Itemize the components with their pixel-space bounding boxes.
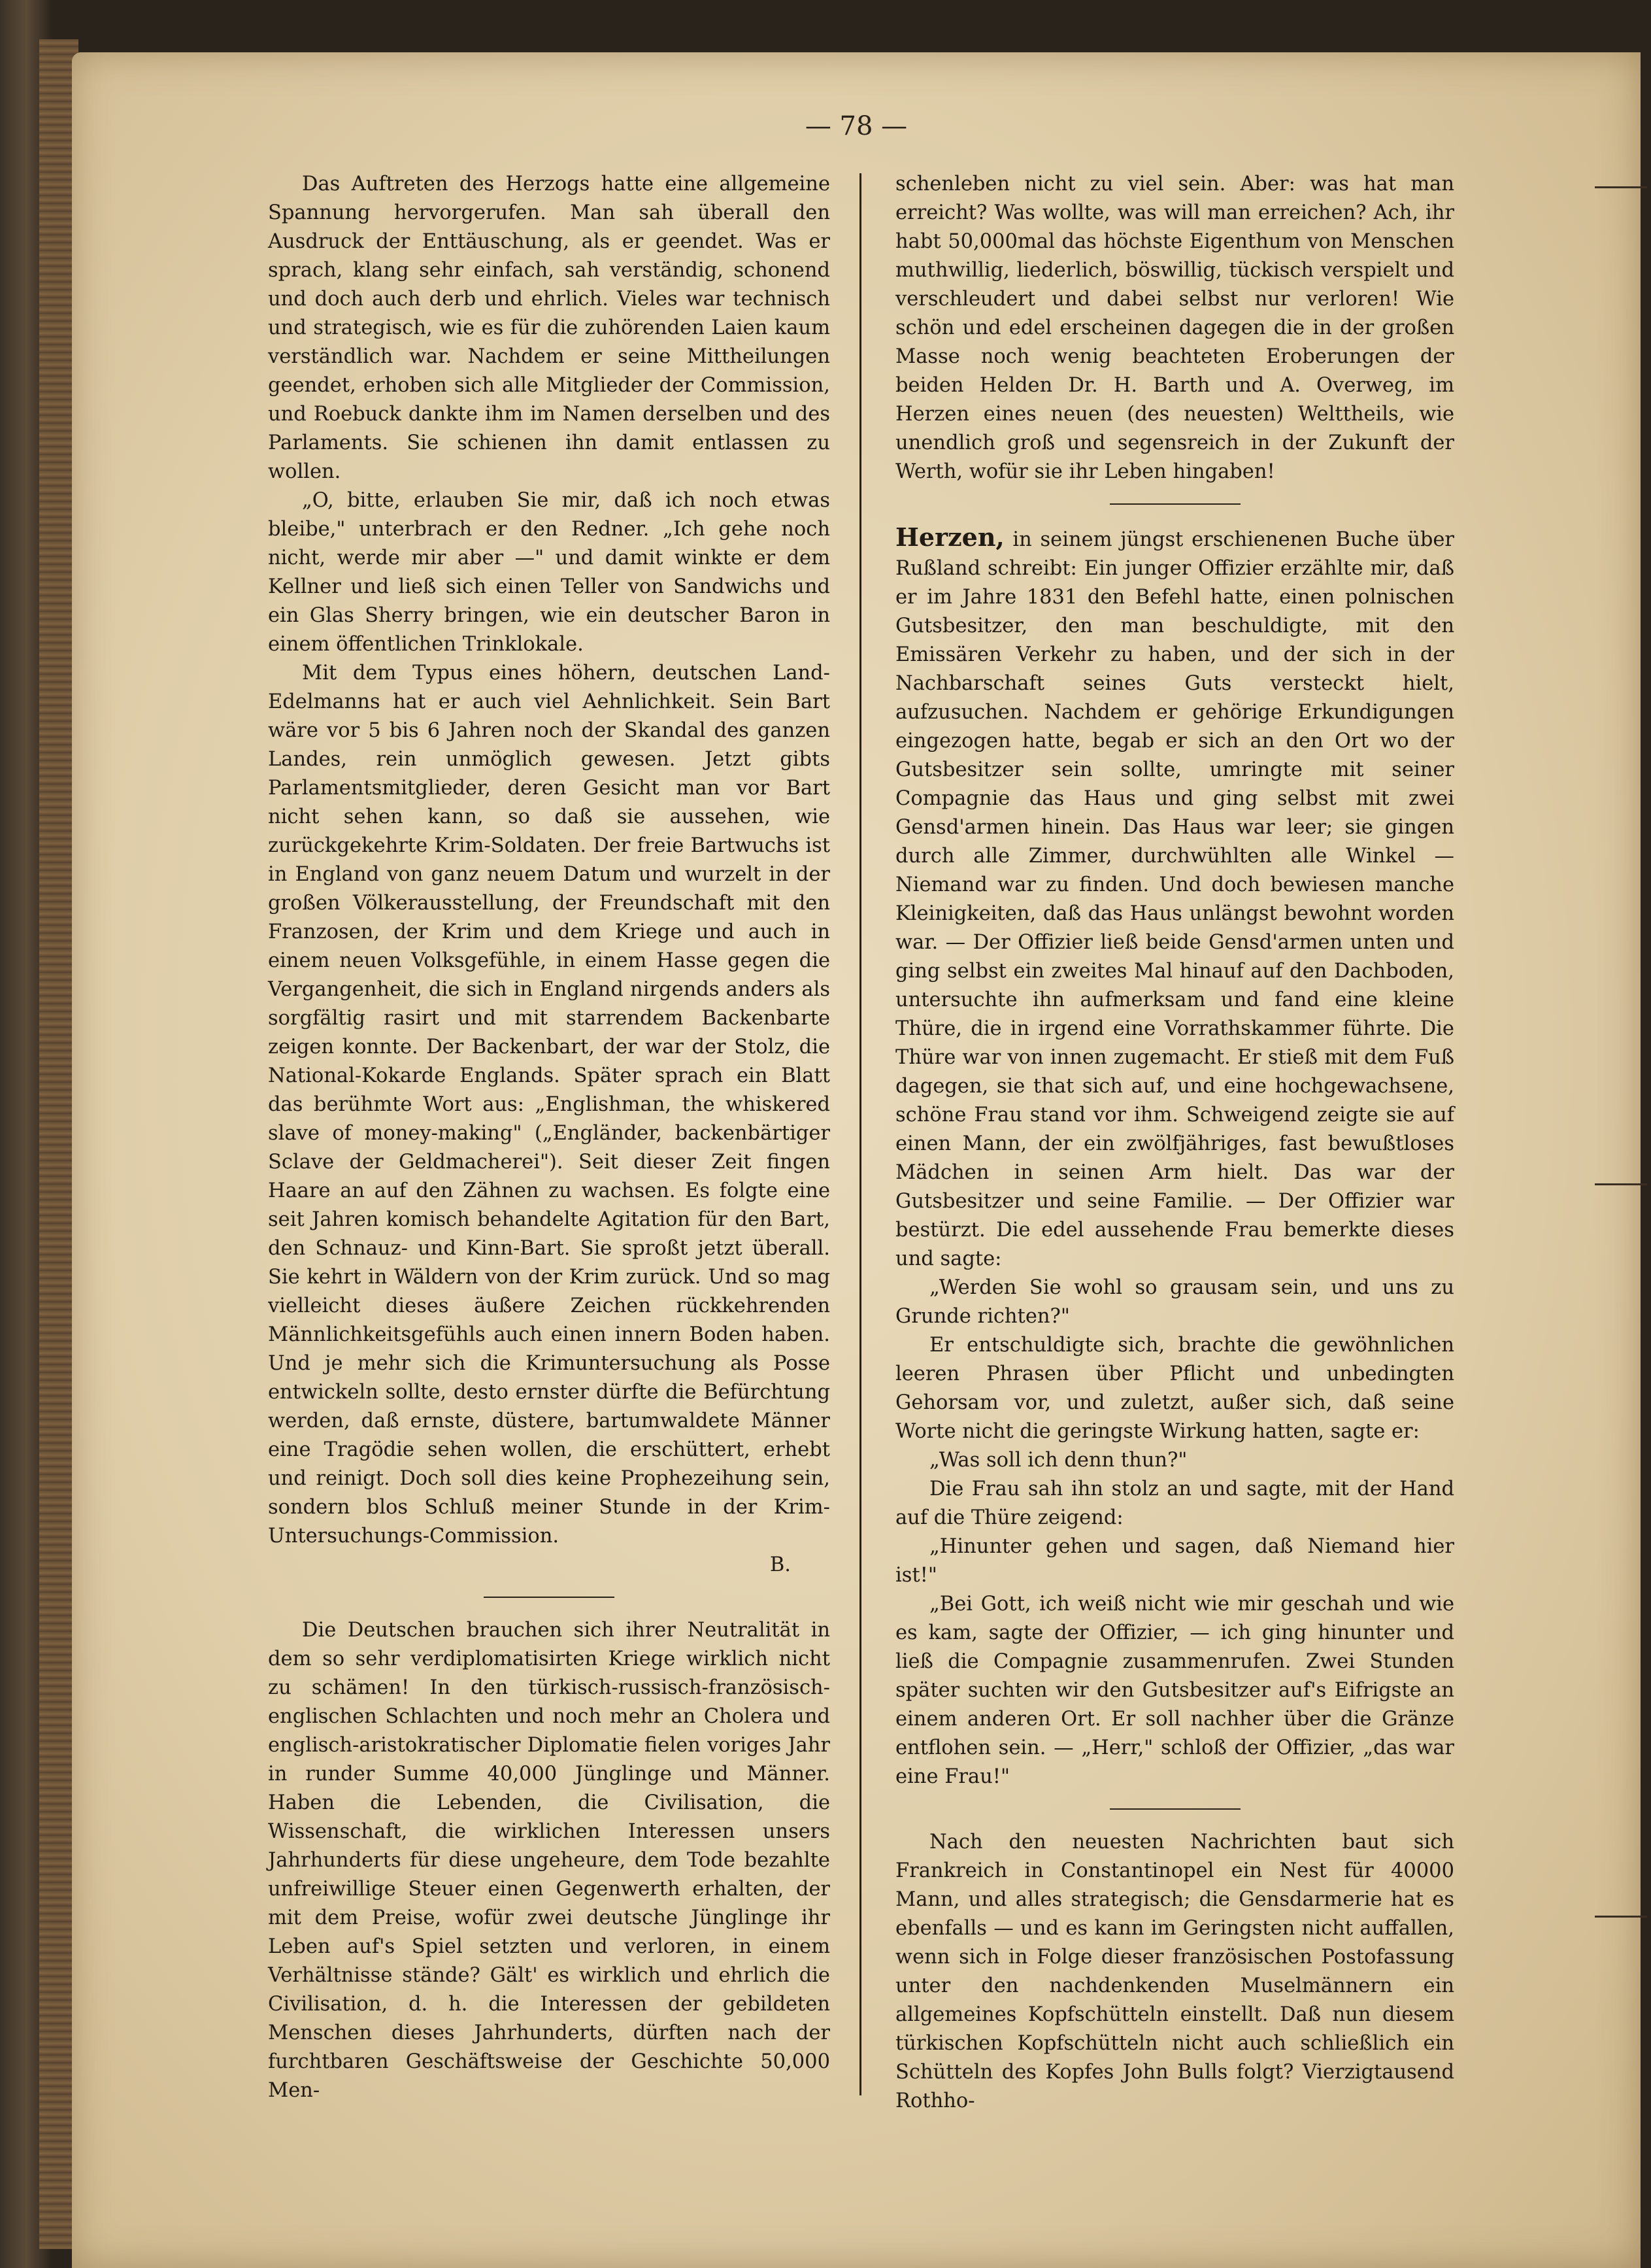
article-paragraph: „Bei Gott, ich weiß nicht wie mir geschah und wie es kam, sagte der Offizier, — ich ging hinunter und ließ die Compagnie zusammenrufen. Zwei Stunden später suchten wir den Gutsbesitzer auf's Eifrigste an einem anderen Ort. Er soll nachher über die Gränze entflohen sein. — „Herr," schloß der Offizier, „das war eine Frau!" — [895, 1593, 1454, 1788]
section-rule — [1110, 1808, 1241, 1810]
article-paragraph: Das Auftreten des Herzogs hatte eine allgemeine Spannung hervorgerufen. Man sah überall den Ausdruck der Enttäuschung, als er geendet. Was er sprach, klang sehr einfach, sah verständig, schonend und doch auch derb und ehrlich. Vieles war technisch und strategisch, wie es für die zuhörenden Laien kaum verständlich war. Nachdem er seine Mittheilungen geendet, erhoben sich alle Mitglieder der Commission, und Roebuck dankte ihm im Namen derselben und des Parlaments. Sie schienen ihn damit entlassen zu wollen. — [268, 173, 830, 483]
article-paragraph: „O, bitte, erlauben Sie mir, daß ich noch etwas bleibe," unterbrach er den Redner. „Ich gehe noch nicht, werde mir aber —" und damit winkte er dem Kellner und ließ sich einen Teller von Sandwichs und ein Glas Sherry bringen, wie ein deutscher Baron in einem öffentlichen Trinklokale. — [268, 489, 830, 656]
article-paragraph: „Werden Sie wohl so grausam sein, und uns zu Grunde richten?" — [895, 1276, 1454, 1328]
lead-word: Herzen, — [895, 522, 1005, 552]
page-number: — 78 — — [805, 111, 908, 141]
article-paragraph: Mit dem Typus eines höhern, deutschen Land-Edelmanns hat er auch viel Aehnlichkeit. Sein Bart wäre vor 5 bis 6 Jahren noch der Skandal des ganzen Landes, rein unmöglich gewesen. Jetzt gibts Parlamentsmitglieder, deren Gesicht man vor Bart nicht sehen kann, so daß sie aussehen, wie zurückgekehrte Krim-Soldaten. Der freie Bartwuchs ist in England von ganz neuem Datum und wurzelt in der großen Völkerausstellung, der Freundschaft mit den Franzosen, der Krim und dem Kriege und auch in einem neuen Volksgefühle, in einem Hasse gegen die Vergangenheit, die sich in England nirgends anders als sorgfältig rasirt und mit starrendem Backenbarte zeigen konnte. Der Backenbart, der war der Stolz, die National-Kokarde Englands. Später sprach ein Blatt das berühmte Wort aus: „Englishman, the whiskered slave of money-making" („Engländer, backenbärtiger Sclave der Geldmacherei"). Seit dieser Zeit fingen Haare an auf den Zähnen zu wachsen. Es folgte eine seit Jahren komisch behandelte Agitation für den Bart, den Schnauz- und Kinn-Bart. Sie sproßt jetzt überall. Sie kehrt in Wäldern von der Krim zurück. Und so mag vielleicht dieses äußere Zeichen rückkehrenden Männlichkeitsgefühls auch einen innern Boden haben. Und je mehr sich die Krimuntersuchung als Posse entwickeln sollte, desto ernster dürfte die Befürchtung werden, daß ernste, düstere, bartumwaldete Männer eine Tragödie sehen wollen, die erschüttert, erhebt und reinigt. Doch soll dies keine Prophezeihung sein, sondern blos Schluß meiner Stunde in der Krim-Untersuchungs-Commission. — [268, 662, 830, 1548]
author-signature: B. — [769, 1553, 791, 1576]
article-paragraph: Er entschuldigte sich, brachte die gewöhnlichen leeren Phrasen über Pflicht und unbedingten Gehorsam vor, und zuletzt, außer sich, daß seine Worte nicht die geringste Wirkung hatten, sagte er: — [895, 1334, 1454, 1443]
article-paragraph: Die Deutschen brauchen sich ihrer Neutralität in dem so sehr verdiplomatisirten Kriege wirklich nicht zu schämen! In den türkisch-russisch-französisch-englischen Schlachten und noch mehr an Cholera und englisch-aristokratischer Diplomatie fielen voriges Jahr in runder Summe 40,000 Jünglinge und Männer. Haben die Lebenden, die Civilisation, die Wissenschaft, die wirklichen Interessen unsers Jahrhunderts für diese ungeheure, dem Tode bezahlte unfreiwillige Steuer einen Gegenwerth erhalten, der mit dem Preise, wofür zwei deutsche Jünglinge ihr Leben auf's Spiel setzten und verloren, in einem Verhältnisse stände? Gält' es wirklich und ehrlich die Civilisation, d. h. die Interessen der gebildeten Menschen dieses Jahrhunderts, dürften nach der furchtbaren Geschäftsweise der Geschichte 50,000 Men- — [268, 1619, 830, 2102]
article-paragraph: „Hinunter gehen und sagen, daß Niemand hier ist!" — [895, 1535, 1454, 1587]
section-rule — [484, 1597, 614, 1598]
edge-mark — [1595, 1916, 1647, 1918]
column-divider — [859, 173, 861, 2095]
article-paragraph: schenleben nicht zu viel sein. Aber: was hat man erreicht? Was wollte, was will man erreichen? Ach, ihr habt 50,000mal das höchste Eigenthum von Menschen muthwillig, liederlich, böswillig, tückisch verspielt und verschleudert und dabei selbst nur verloren! Wie schön und edel erscheinen dagegen die in der großen Masse noch wenig beachteten Eroberungen der beiden Helden Dr. H. Barth und A. Overweg, im Herzen eines neuen (des neuesten) Welttheils, wie unendlich groß und segensreich in der Zukunft der Werth, wofür sie ihr Leben hingaben! — [895, 173, 1454, 483]
right-column — [895, 170, 1454, 2116]
section-rule — [1110, 503, 1241, 505]
edge-mark — [1595, 1183, 1647, 1185]
edge-mark — [1595, 186, 1647, 188]
article-paragraph: Nach den neuesten Nachrichten baut sich Frankreich in Constantinopel ein Nest für 40000 Mann, und alles strategisch; die Gensdarmerie hat es ebenfalls — und es kann im Geringsten nicht auffallen, wenn sich in Folge dieser französischen Postofassung unter den nachdenkenden Muselmännern ein allgemeines Kopfschütteln einstellt. Daß nun diesem türkischen Kopfschütteln nicht auch schließlich ein Schütteln des Kopfes John Bulls folgt? Vierzigtausend Rothho- — [895, 1831, 1454, 2112]
article-paragraph: „Was soll ich denn thun?" — [929, 1449, 1188, 1472]
left-column — [268, 170, 830, 2105]
article-paragraph: Die Frau sah ihn stolz an und sagte, mit der Hand auf die Thüre zeigend: — [895, 1478, 1454, 1529]
article-paragraph-herzen — [895, 523, 1454, 1274]
paragraph-text: in seinem jüngst erschienenen Buche über Rußland schreibt: Ein junger Offizier erzählte mir, daß er im Jahre 1831 den Befehl hatte, einen polnischen Gutsbesitzer, den man beschuldigte, mit den Emissären Verkehr zu haben, und der sich in der Nachbarschaft seines Guts versteckt hielt, aufzusuchen. Nachdem er gehörige Erkundigungen eingezogen hatte, begab er sich an den Ort wo der Gutsbesitzer sein sollte, umringte mit seiner Compagnie das Haus und ging selbst mit zwei Gensd'armen hinein. Das Haus war leer; sie gingen durch alle Zimmer, durchwühlten alle Winkel — Niemand war zu finden. Und doch bewiesen manche Kleinigkeiten, daß das Haus unlängst bewohnt worden war. — Der Offizier ließ beide Gensd'armen unten und ging selbst ein zweites Mal hinauf auf den Dachboden, untersuchte ihn aufmerksam und fand eine kleine Thüre, die in irgend eine Vorrathskammer führte. Die Thüre war von innen zugemacht. Er stieß mit dem Fuß dagegen, sie that sich auf, und eine hochgewachsene, schöne Frau stand vor ihm. Schweigend zeigte sie auf einen Mann, der ein zwölfjähriges, fast bewußtloses Mädchen in seinen Arm hielt. Das war der Gutsbesitzer und seine Familie. — Der Offizier war bestürzt. Die edel aussehende Frau bemerkte dieses und sagte: — [895, 528, 1454, 1270]
